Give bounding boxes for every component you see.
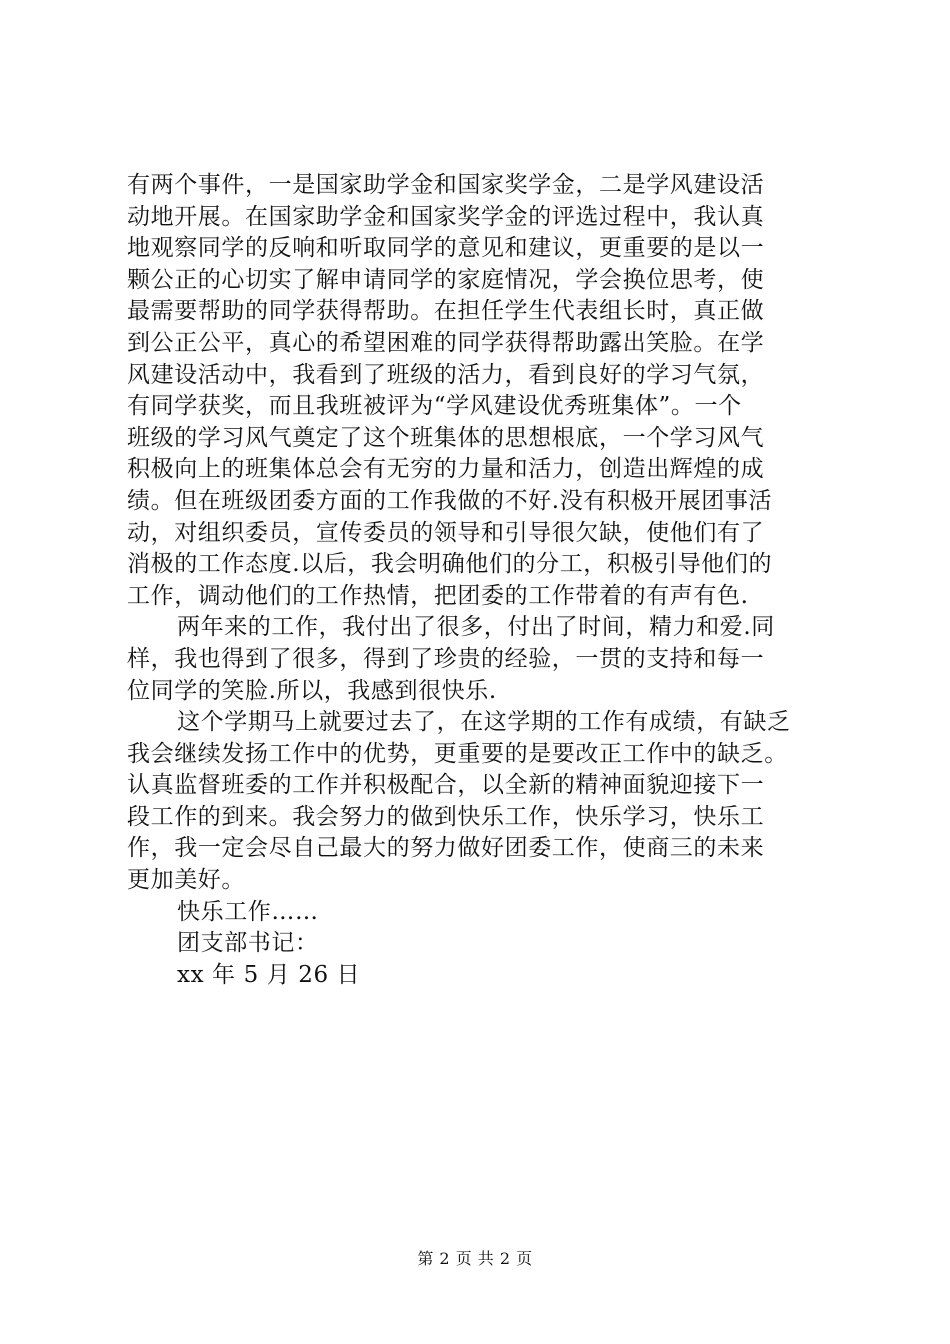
signature-title: 团支部书记： — [177, 930, 319, 957]
text-line: 班级的学习风气奠定了这个班集体的思想根底，一个学习风气 — [127, 424, 765, 451]
text-line: 有两个事件，一是国家助学金和国家奖学金，二是学风建设活 — [127, 172, 765, 198]
text-line: 更加美好。 — [127, 867, 245, 894]
text-line: 认真监督班委的工作并积极配合，以全新的精神面貌迎接下一 — [127, 772, 765, 799]
text-line: 消极的工作态度.以后，我会明确他们的分工，积极引导他们的 — [127, 551, 773, 578]
text-line: 我会继续发扬工作中的优势，更重要的是要改正工作中的缺乏。 — [127, 740, 788, 767]
text-line: 有同学获奖，而且我班被评为“学风建设优秀班集体”。一个 — [127, 393, 742, 420]
document-date: xx 年 5 月 26 日 — [177, 961, 361, 988]
text-line: 风建设活动中，我看到了班级的活力，看到良好的学习气氛， — [127, 361, 765, 388]
text-line: 段工作的到来。我会努力的做到快乐工作，快乐学习，快乐工 — [127, 803, 765, 830]
text-line: 位同学的笑脸.所以，我感到很快乐. — [127, 677, 497, 704]
text-line: 绩。但在班级团委方面的工作我做的不好.没有积极开展团事活 — [127, 487, 773, 514]
text-line: 地观察同学的反响和听取同学的意见和建议，更重要的是以一 — [127, 235, 765, 262]
closing-line: 快乐工作…… — [177, 898, 319, 925]
text-line: 动，对组织委员，宣传委员的领导和引导很欠缺，使他们有了 — [127, 519, 765, 546]
text-line: 颗公正的心切实了解申请同学的家庭情况，学会换位思考，使 — [127, 266, 765, 293]
text-line: 到公正公平，真心的希望困难的同学获得帮助露出笑脸。在学 — [127, 329, 765, 356]
text-line: 作，我一定会尽自己最大的努力做好团委工作，使商三的未来 — [127, 835, 765, 862]
text-line: 积极向上的班集体总会有无穷的力量和活力，创造出辉煌的成 — [127, 456, 765, 483]
text-line: 动地开展。在国家助学金和国家奖学金的评选过程中，我认真 — [127, 203, 765, 230]
paragraph-start-line: 两年来的工作，我付出了很多，付出了时间，精力和爱.同 — [177, 614, 775, 641]
text-line: 最需要帮助的同学获得帮助。在担任学生代表组长时，真正做 — [127, 298, 765, 325]
paragraph-start-line: 这个学期马上就要过去了，在这学期的工作有成绩，有缺乏 — [177, 709, 791, 736]
page-number: 第 2 页 共 2 页 — [417, 1249, 533, 1268]
text-line: 样，我也得到了很多，得到了珍贵的经验，一贯的支持和每一 — [127, 645, 765, 672]
document-body — [127, 170, 847, 991]
text-line: 工作，调动他们的工作热情，把团委的工作带着的有声有色. — [127, 582, 749, 609]
page-footer — [0, 1246, 950, 1269]
